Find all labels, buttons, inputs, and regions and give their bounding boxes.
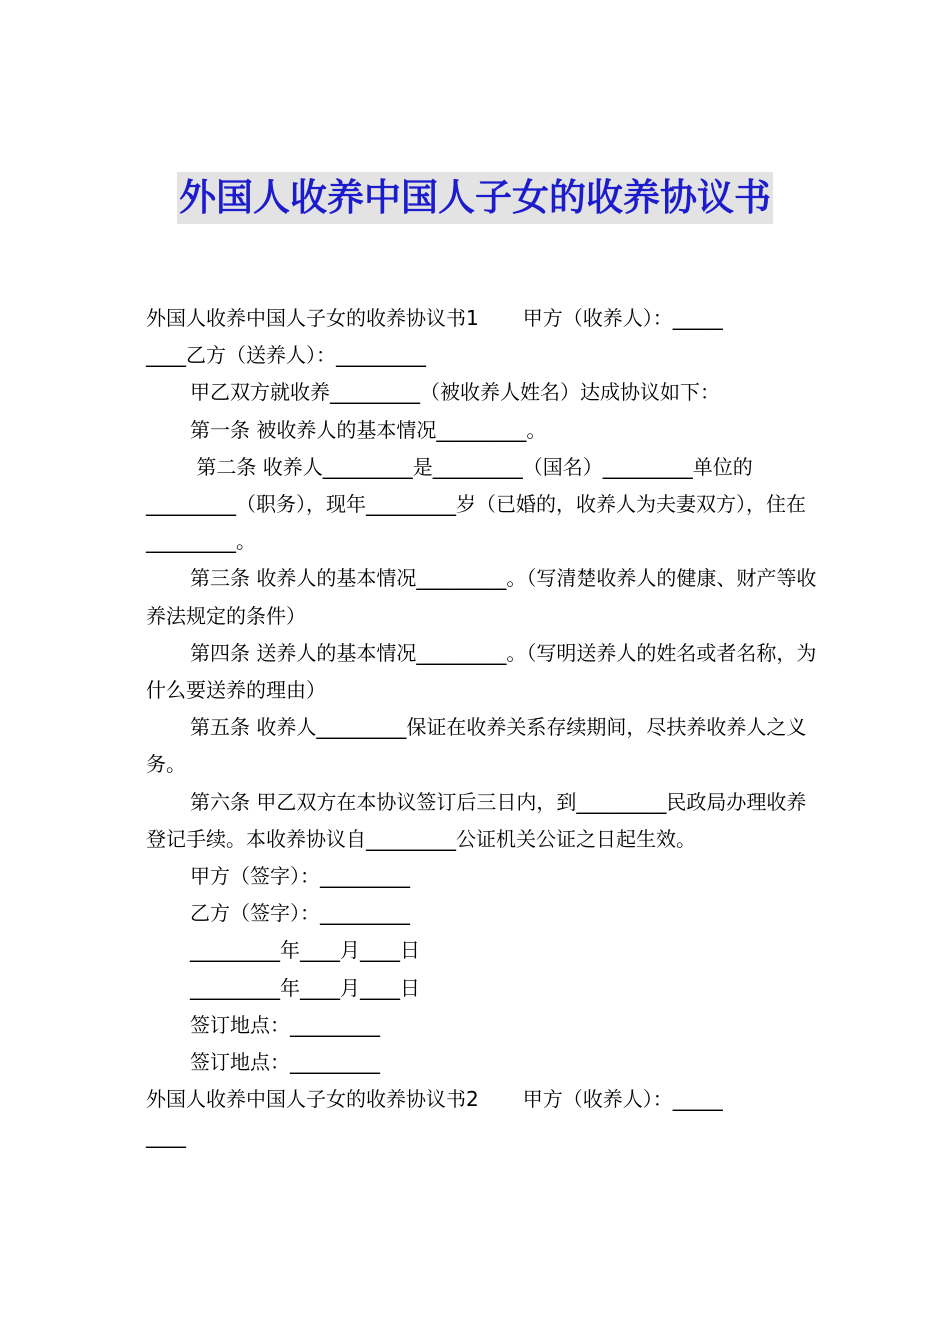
article-5 — [146, 709, 826, 783]
title-container — [0, 172, 950, 224]
party-a-signature: 甲方（签字）：_________ — [190, 864, 410, 889]
article-4 — [146, 635, 826, 709]
date-line-2: _________年____月____日 — [190, 975, 420, 1000]
article-3 — [146, 560, 826, 634]
article-4-text: 第四条 送养人的基本情况_________。（写明送养人的姓名或者名称，为什么要送养的理由） — [146, 640, 817, 703]
signing-place-1: 签订地点：_________ — [190, 1012, 380, 1037]
paragraph-1-party-a: 甲方（收养人）：_____ — [522, 306, 723, 330]
paragraph-1-text: 外国人收养中国人子女的收养协议书1 — [146, 306, 479, 330]
paragraph-last: ____ — [146, 1124, 186, 1149]
paragraph-second-agreement — [146, 1081, 826, 1118]
article-6 — [146, 784, 826, 858]
paragraph-2: ____乙方（送养人）：_________ — [146, 343, 426, 368]
document-title: 外国人收养中国人子女的收养协议书 — [177, 172, 773, 224]
date-line-1: _________年____月____日 — [190, 938, 420, 963]
article-6-text: 第六条 甲乙双方在本协议签订后三日内，到_________民政局办理收养登记手续。本收养协议自_________公证机关公证之日起生效。 — [146, 789, 807, 851]
signing-place-2: 签订地点：_________ — [190, 1050, 380, 1075]
second-agreement-party-a: 甲方（收养人）：_____ — [522, 1087, 723, 1112]
party-b-signature: 乙方（签字）：_________ — [190, 901, 410, 926]
article-5-text: 第五条 收养人_________保证在收养关系存续期间，尽扶养收养人之义务。 — [146, 715, 807, 777]
paragraph-1 — [146, 300, 826, 337]
article-2-text: 第二条 收养人_________是_________（国名）_________单位的_________（职务），现年_________岁（已婚的，收养人为夫妻双方），住在_________。 — [146, 454, 806, 554]
paragraph-3: 甲乙双方就收养_________（被收养人姓名）达成协议如下： — [190, 380, 720, 405]
second-agreement-text: 外国人收养中国人子女的收养协议书2 — [146, 1087, 479, 1112]
document-body — [146, 300, 826, 1156]
article-2 — [146, 449, 826, 561]
article-1: 第一条 被收养人的基本情况_________。 — [190, 417, 547, 442]
article-3-text: 第三条 收养人的基本情况_________。（写清楚收养人的健康、财产等收养法规定的条件） — [146, 566, 817, 628]
